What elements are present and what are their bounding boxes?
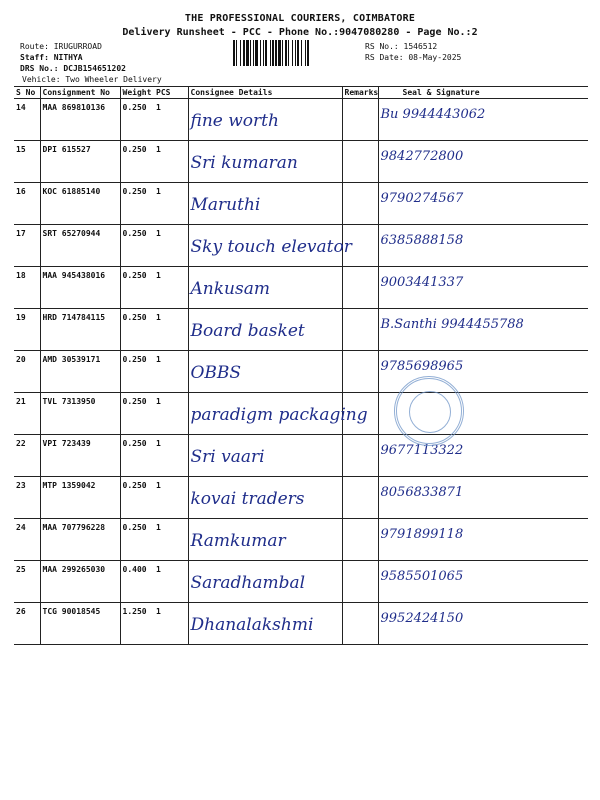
table-row <box>14 267 588 309</box>
row-consignment-no: TVL 7313950 <box>42 397 96 406</box>
row-weight-cell <box>120 519 154 561</box>
row-pcs: 1 <box>156 103 161 112</box>
row-weight-cell <box>120 561 154 603</box>
row-signature-cell <box>378 183 588 225</box>
row-pcs-cell <box>154 393 188 435</box>
row-weight-cell <box>120 99 154 141</box>
row-sno: 24 <box>16 523 26 532</box>
table-row <box>14 435 588 477</box>
row-pcs-cell <box>154 141 188 183</box>
row-consignee-cell <box>188 603 342 645</box>
row-consignee-cell <box>188 141 342 183</box>
drs-label: DRS No.: DCJB154651202 <box>20 64 126 73</box>
row-weight-cell <box>120 477 154 519</box>
row-weight: 0.250 <box>122 397 147 406</box>
row-consignment-no: MAA 945438016 <box>42 271 106 280</box>
row-weight-cell <box>120 141 154 183</box>
row-consignee: paradigm packaging <box>190 405 368 425</box>
row-signature: 6385888158 <box>380 233 464 248</box>
row-sno: 26 <box>16 607 26 616</box>
row-consignee-cell <box>188 435 342 477</box>
row-sno-cell <box>14 267 40 309</box>
row-sno-cell <box>14 435 40 477</box>
row-sno-cell <box>14 99 40 141</box>
row-consignee-cell <box>188 519 342 561</box>
row-consignee: kovai traders <box>190 489 305 509</box>
company-seal-stamp <box>394 376 464 446</box>
col-header-sno: S No <box>14 87 40 99</box>
row-signature-cell <box>378 561 588 603</box>
row-consignment-no-cell <box>40 267 120 309</box>
row-pcs: 1 <box>156 607 161 616</box>
row-consignment-no: MTP 1359042 <box>42 481 96 490</box>
col-header-consignment: Consignment No <box>40 87 120 99</box>
row-signature: 9790274567 <box>380 191 464 206</box>
row-pcs-cell <box>154 309 188 351</box>
row-consignment-no: MAA 707796228 <box>42 523 106 532</box>
row-sno: 21 <box>16 397 26 406</box>
row-weight-cell <box>120 225 154 267</box>
row-pcs-cell <box>154 477 188 519</box>
row-weight: 0.250 <box>122 355 147 364</box>
row-remarks <box>342 351 378 393</box>
row-consignment-no-cell <box>40 561 120 603</box>
row-consignment-no: DPI 615527 <box>42 145 91 154</box>
row-pcs-cell <box>154 603 188 645</box>
col-header-weight: Weight <box>120 87 154 99</box>
row-weight: 0.250 <box>122 145 147 154</box>
row-signature: 8056833871 <box>380 485 464 500</box>
row-signature: 9003441337 <box>380 275 464 290</box>
row-consignment-no-cell <box>40 477 120 519</box>
row-signature: 9585501065 <box>380 569 464 584</box>
runsheet-subtitle: Delivery Runsheet - PCC - Phone No.:9047080280 - Page No.:2 <box>122 27 478 38</box>
row-signature-cell <box>378 519 588 561</box>
row-sno: 18 <box>16 271 26 280</box>
row-signature-cell <box>378 435 588 477</box>
row-sno-cell <box>14 519 40 561</box>
row-pcs: 1 <box>156 271 161 280</box>
rs-date: RS Date: 08-May-2025 <box>365 53 462 62</box>
row-remarks <box>342 267 378 309</box>
row-consignee: Ramkumar <box>190 531 286 551</box>
row-weight: 0.250 <box>122 439 147 448</box>
row-sno: 25 <box>16 565 26 574</box>
row-consignee: fine worth <box>190 111 279 131</box>
row-pcs-cell <box>154 267 188 309</box>
row-pcs: 1 <box>156 397 161 406</box>
row-signature-cell <box>378 267 588 309</box>
row-weight: 0.250 <box>122 523 147 532</box>
table-row <box>14 183 588 225</box>
row-consignment-no-cell <box>40 435 120 477</box>
row-consignee: Board basket <box>190 321 305 341</box>
row-weight: 0.400 <box>122 565 147 574</box>
route-label: Route: IRUGURROAD <box>20 42 102 51</box>
table-row <box>14 351 588 393</box>
row-weight: 0.250 <box>122 103 147 112</box>
row-signature-cell <box>378 99 588 141</box>
table-row <box>14 561 588 603</box>
row-weight: 0.250 <box>122 229 147 238</box>
vehicle-label: Vehicle: Two Wheeler Delivery <box>22 75 162 84</box>
row-pcs: 1 <box>156 439 161 448</box>
row-remarks <box>342 561 378 603</box>
row-signature-cell <box>378 225 588 267</box>
row-signature-cell <box>378 141 588 183</box>
row-weight-cell <box>120 603 154 645</box>
table-row <box>14 603 588 645</box>
row-sno-cell <box>14 561 40 603</box>
row-sno-cell <box>14 393 40 435</box>
row-consignment-no: KOC 61885140 <box>42 187 101 196</box>
row-pcs: 1 <box>156 355 161 364</box>
staff-label: Staff: NITHYA <box>20 53 83 62</box>
row-weight-cell <box>120 393 154 435</box>
table-header-row <box>14 87 588 99</box>
row-consignment-no: MAA 299265030 <box>42 565 106 574</box>
row-pcs-cell <box>154 183 188 225</box>
row-sno-cell <box>14 351 40 393</box>
barcode-image <box>233 40 353 66</box>
row-weight: 1.250 <box>122 607 147 616</box>
row-remarks <box>342 141 378 183</box>
row-consignee: Sky touch elevator <box>190 237 352 257</box>
row-signature-cell <box>378 309 588 351</box>
row-weight-cell <box>120 435 154 477</box>
row-remarks <box>342 519 378 561</box>
row-sno: 23 <box>16 481 26 490</box>
row-signature-cell <box>378 477 588 519</box>
row-sno: 14 <box>16 103 26 112</box>
row-signature: 9842772800 <box>380 149 464 164</box>
row-consignee: Sri vaari <box>190 447 265 467</box>
row-remarks <box>342 477 378 519</box>
company-title: THE PROFESSIONAL COURIERS, COIMBATORE <box>184 13 416 24</box>
row-consignee-cell <box>188 99 342 141</box>
row-consignment-no: SRT 65270944 <box>42 229 101 238</box>
row-weight-cell <box>120 309 154 351</box>
row-signature: 9952424150 <box>380 611 464 626</box>
row-pcs: 1 <box>156 523 161 532</box>
row-sno: 20 <box>16 355 26 364</box>
table-row <box>14 99 588 141</box>
table-row <box>14 519 588 561</box>
row-pcs-cell <box>154 519 188 561</box>
row-consignment-no: TCG 90018545 <box>42 607 101 616</box>
row-pcs-cell <box>154 561 188 603</box>
row-weight-cell <box>120 267 154 309</box>
row-consignment-no: AMD 30539171 <box>42 355 101 364</box>
row-consignee: Saradhambal <box>190 573 306 593</box>
row-weight: 0.250 <box>122 313 147 322</box>
row-consignee: OBBS <box>190 363 242 383</box>
row-pcs-cell <box>154 435 188 477</box>
row-consignee-cell <box>188 351 342 393</box>
table-row <box>14 225 588 267</box>
table-row <box>14 141 588 183</box>
row-consignment-no: VPI 723439 <box>42 439 91 448</box>
row-sno: 19 <box>16 313 26 322</box>
row-pcs: 1 <box>156 565 161 574</box>
row-consignment-no-cell <box>40 225 120 267</box>
row-remarks <box>342 99 378 141</box>
col-header-signature: Seal & Signature <box>378 87 588 99</box>
row-pcs: 1 <box>156 481 161 490</box>
row-consignee-cell <box>188 393 368 435</box>
row-consignment-no-cell <box>40 183 120 225</box>
row-consignment-no: MAA 869810136 <box>42 103 106 112</box>
row-sno: 17 <box>16 229 26 238</box>
row-sno: 15 <box>16 145 26 154</box>
row-signature: B.Santhi 9944455788 <box>380 317 524 332</box>
row-signature: Bu 9944443062 <box>380 107 486 122</box>
row-consignee-cell <box>188 225 352 267</box>
row-signature: 9791899118 <box>380 527 464 542</box>
row-weight: 0.250 <box>122 187 147 196</box>
table-row <box>14 477 588 519</box>
runsheet-table <box>14 86 588 645</box>
row-consignee-cell <box>188 267 342 309</box>
row-consignment-no: HRD 714784115 <box>42 313 106 322</box>
row-pcs-cell <box>154 225 188 267</box>
row-pcs-cell <box>154 351 188 393</box>
row-sno: 22 <box>16 439 26 448</box>
row-remarks <box>342 435 378 477</box>
col-header-remarks: Remarks <box>342 87 378 99</box>
row-consignment-no-cell <box>40 393 120 435</box>
row-consignment-no-cell <box>40 99 120 141</box>
table-row <box>14 393 588 435</box>
row-signature-cell <box>378 603 588 645</box>
row-consignment-no-cell <box>40 309 120 351</box>
row-sno-cell <box>14 225 40 267</box>
row-consignment-no-cell <box>40 519 120 561</box>
row-sno-cell <box>14 309 40 351</box>
row-weight-cell <box>120 351 154 393</box>
table-row <box>14 309 588 351</box>
row-remarks <box>342 603 378 645</box>
row-pcs-cell <box>154 99 188 141</box>
row-consignee-cell <box>188 309 342 351</box>
row-sno: 16 <box>16 187 26 196</box>
row-sno-cell <box>14 183 40 225</box>
row-weight: 0.250 <box>122 481 147 490</box>
row-pcs: 1 <box>156 313 161 322</box>
row-weight: 0.250 <box>122 271 147 280</box>
row-consignee-cell <box>188 477 342 519</box>
row-consignee: Dhanalakshmi <box>190 615 314 635</box>
row-remarks <box>342 183 378 225</box>
row-sno-cell <box>14 141 40 183</box>
row-weight-cell <box>120 183 154 225</box>
row-pcs: 1 <box>156 187 161 196</box>
col-header-consignee: Consignee Details <box>188 87 342 99</box>
row-signature: 9785698965 <box>380 359 464 374</box>
row-pcs: 1 <box>156 145 161 154</box>
row-consignment-no-cell <box>40 141 120 183</box>
row-remarks <box>342 309 378 351</box>
rs-number: RS No.: 1546512 <box>365 42 438 51</box>
row-pcs: 1 <box>156 229 161 238</box>
row-signature: 9677113322 <box>380 443 464 458</box>
row-consignee-cell <box>188 183 342 225</box>
row-consignee: Ankusam <box>190 279 270 299</box>
row-consignment-no-cell <box>40 351 120 393</box>
row-consignee-cell <box>188 561 342 603</box>
row-sno-cell <box>14 477 40 519</box>
row-consignment-no-cell <box>40 603 120 645</box>
row-consignee: Sri kumaran <box>190 153 298 173</box>
row-consignee: Maruthi <box>190 195 261 215</box>
col-header-pcs: PCS <box>154 87 188 99</box>
row-sno-cell <box>14 603 40 645</box>
